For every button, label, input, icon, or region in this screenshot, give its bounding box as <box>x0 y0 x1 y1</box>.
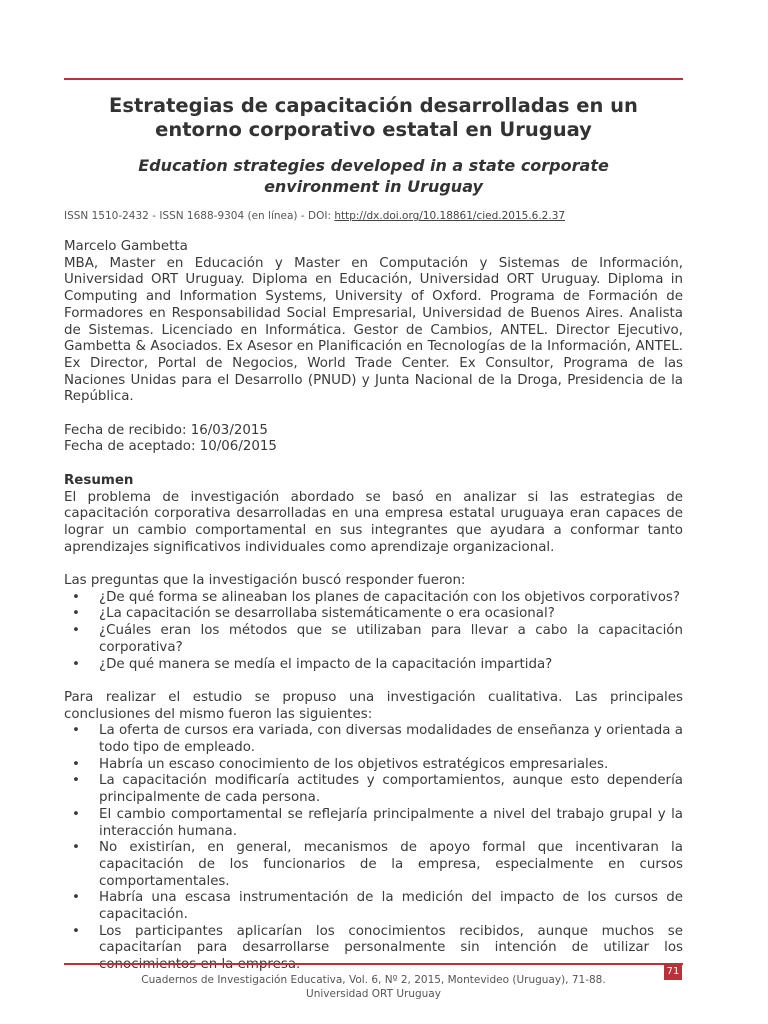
footer-citation: Cuadernos de Investigación Educativa, Vol. 6, Nº 2, 2015, Montevideo (Uruguay), 71-88. <box>141 974 606 986</box>
abstract-heading: Resumen <box>64 472 134 488</box>
top-rule <box>64 78 683 80</box>
list-item: • ¿De qué manera se medía el impacto de la capacitación impartida? <box>72 656 553 672</box>
date-received: Fecha de recibido: 16/03/2015 <box>64 422 268 438</box>
page-number: 71 <box>664 964 682 980</box>
doi-link[interactable]: http://dx.doi.org/10.18861/cied.2015.6.2.37 <box>334 210 566 222</box>
list-item: • ¿La capacitación se desarrollaba sistemáticamente o era ocasional? <box>72 606 555 622</box>
bullet-marker: • <box>72 806 80 822</box>
list-item: • ¿Cuáles eran los métodos que se utilizaban para llevar a cabo la capacitación corporativa? <box>72 623 683 655</box>
abstract-paragraph: El problema de investigación abordado se basó en analizar si las estrategias de capacitación corporativa desarrolladas en una empresa estatal uruguaya eran capaces de lograr un cambio comportamental en sus integrantes que ayudara a conformar tanto aprendizajes significativos individuales como aprendizaje organizacional. <box>64 489 683 555</box>
list-item: • La oferta de cursos era variada, con diversas modalidades de enseñanza y orientada a todo tipo de empleado. <box>72 723 683 756</box>
title-es-line-1: Estrategias de capacitación desarrolladas en un <box>109 94 638 117</box>
title-es-line-2: entorno corporativo estatal en Uruguay <box>155 118 592 141</box>
title-en-line-1: Education strategies developed in a state corporate <box>138 156 609 175</box>
bullet-marker: • <box>72 606 80 622</box>
list-item: • La capacitación modificaría actitudes y comportamientos, aunque esto dependería principalmente de cada persona. <box>72 773 683 806</box>
questions-intro: Las preguntas que la investigación buscó responder fueron: <box>64 573 466 589</box>
list-item: • No existirían, en general, mecanismos de apoyo formal que incentivaran la capacitación de los funcionarios de la empresa, especialmente en cursos comportamentales. <box>72 840 683 889</box>
bottom-rule <box>64 963 683 965</box>
title-en-line-2: environment in Uruguay <box>264 177 483 196</box>
issn-doi-line <box>64 209 683 223</box>
conclusions-intro: Para realizar el estudio se propuso una investigación cualitativa. Las principales conclusiones del mismo fueron las siguientes: <box>64 689 683 722</box>
bullet-marker: • <box>72 890 80 906</box>
journal-footer <box>64 974 683 1001</box>
article-body <box>64 239 683 974</box>
author-bio: MBA, Master en Educación y Master en Computación y Sistemas de Información, Universidad ORT Uruguay. Diploma en Educación, Universidad ORT Uruguay. Diploma in Computing and Information Systems, University of Oxford. Programa de Formación de Formadores en Responsabilidad Social Empresarial, Universidad de Buenos Aires. Analista de Sistemas. Licenciado en Informática. Gestor de Cambios, ANTEL. Director Ejecutivo, Gambetta & Asociados. Ex Asesor en Planificación en Tecnologías de la Información, ANTEL. Ex Director, Portal de Negocios, World Trade Center. Ex Consultor, Programa de las Naciones Unidas para el Desarrollo (PNUD) y Junta Nacional de la Droga, Presidencia de la República. <box>64 255 683 405</box>
questions-list <box>64 590 683 674</box>
footer-institution: Universidad ORT Uruguay <box>306 987 441 1000</box>
bullet-marker: • <box>72 756 80 772</box>
bullet-marker: • <box>72 623 80 639</box>
list-item: • Los participantes aplicarían los conocimientos recibidos, aunque muchos se capacitarían para desarrollarse personalmente sin intención de utilizar los <box>72 923 683 956</box>
article-title-english <box>64 155 683 197</box>
bullet-marker: • <box>72 840 80 856</box>
bullet-marker: • <box>72 923 80 939</box>
date-accepted: Fecha de aceptado: 10/06/2015 <box>64 439 277 455</box>
author-name: Marcelo Gambetta <box>64 239 188 254</box>
list-item: • Habría un escaso conocimiento de los objetivos estratégicos empresariales. <box>72 756 609 772</box>
article-title-spanish <box>64 94 683 142</box>
bullet-marker: • <box>72 723 80 739</box>
bullet-marker: • <box>72 773 80 789</box>
issn-text: ISSN 1510-2432 - ISSN 1688-9304 (en línea) - DOI: <box>64 210 335 222</box>
list-item: • El cambio comportamental se reflejaría principalmente a nivel del trabajo grupal y la interacción humana. <box>72 806 683 839</box>
list-item: • ¿De qué forma se alineaban los planes de capacitación con los objetivos corporativos? <box>72 589 680 605</box>
conclusions-list <box>64 723 683 974</box>
list-item: • Habría una escasa instrumentación de la medición del impacto de los cursos de capacitación. <box>72 890 683 923</box>
bullet-marker: • <box>72 589 80 605</box>
bullet-marker: • <box>72 656 80 672</box>
